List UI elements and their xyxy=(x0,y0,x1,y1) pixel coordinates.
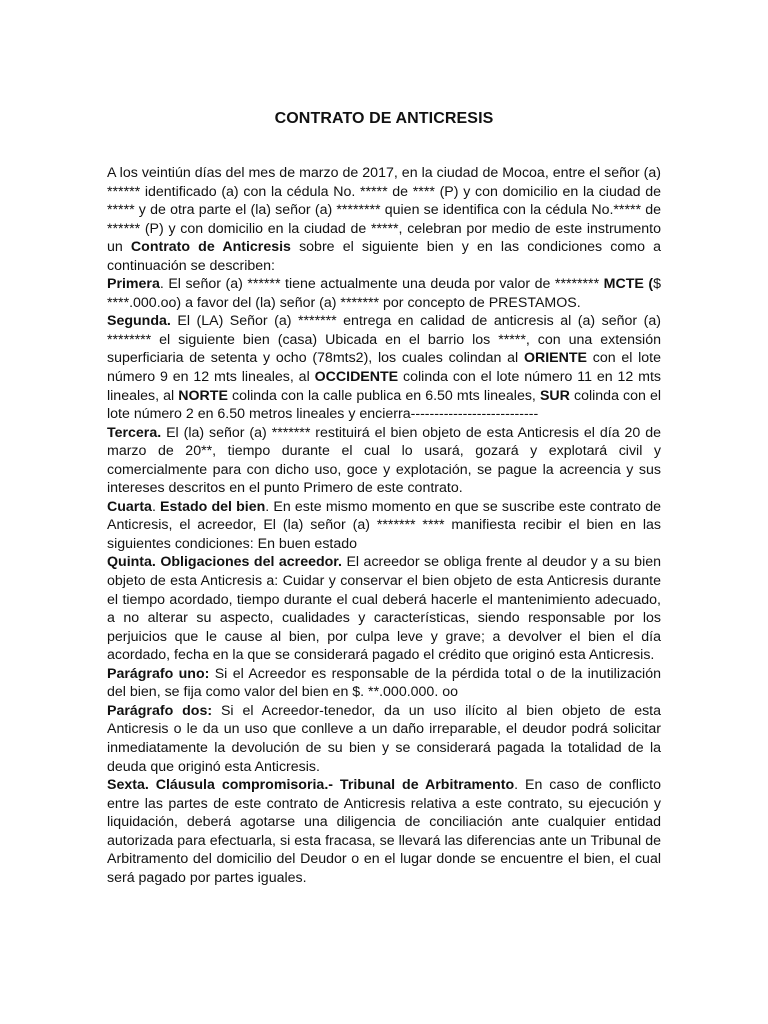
clause-tercera-text: El (la) señor (a) ******* restituirá el bien objeto de esta Anticresis el día 20 de marzo de 20**, tiempo durante el cual lo usará, gozará y explotará civil y comercialmente para con dicho uso, goce y explotación, se pague la acreencia y sus intereses descritos en el punto Primero de este contrato. xyxy=(107,424,661,497)
clause-cuarta-heading: Cuarta xyxy=(107,498,152,515)
clause-cuarta-text: . En este mismo momento en que se suscribe este contrato de Anticresis, el acreedor, El (la) señor (a) ******* **** manifiesta recibir el bien en las siguientes condiciones: En buen estado xyxy=(107,498,661,552)
norte-bold: NORTE xyxy=(178,387,228,404)
estado-del-bien-bold: Estado del bien xyxy=(160,498,266,515)
clause-sexta-text: . En caso de conflicto entre las partes de este contrato de Anticresis relativa a este contrato, su ejecución y liquidación, deberá agotarse una diligencia de conciliación ante cualquier entidad autorizada para efectuarla, si esta fracasa, se llevará las diferencias ante un Tribunal de Arbitramento del domicilio del Deudor o en el lugar donde se encuentre el bien, el cual será pagado por partes iguales. xyxy=(107,777,661,886)
paragrafo-dos xyxy=(107,702,661,776)
occidente-bold: OCCIDENTE xyxy=(314,369,399,386)
paragrafo-dos-text: Si el Acreedor-tenedor, da un uso ilícito al bien objeto de esta Anticresis o le da un uso que conlleve a un daño irreparable, el deudor podrá solicitar inmediatamente la devolución de su bien y se considerará pagada la totalidad de la deuda que originó esta Anticresis. xyxy=(107,702,662,775)
paragrafo-uno-text: Si el Acreedor es responsable de la pérdida total o de la inutilización del bien, se fija como valor del bien en $. **.000.000. oo xyxy=(107,665,661,701)
paragrafo-uno xyxy=(107,665,661,702)
clause-segunda-text-2: con el lote número 9 en 12 mts lineales, al xyxy=(107,350,661,386)
clause-segunda-text-4: colinda con la calle publica en 6.50 mts lineales, xyxy=(227,387,540,404)
intro-text: A los veintiún días del mes de marzo de 2017, en la ciudad de Mocoa, entre el señor (a) ****** identificado (a) con la cédula No. ***** de **** (P) y con domicilio en la ciudad de ***** y de otra parte el (la) señor (a) ******** quien se identifica con la cédula No.***** de ****** (P) y con domicilio en la ciudad de *****, celebran por medio de este instrumento un xyxy=(107,165,661,256)
mcte-bold: MCTE ( xyxy=(603,276,654,293)
clause-primera-text-end: $ ****.000.oo) a favor del (la) señor (a) ******* por concepto de PRESTAMOS. xyxy=(107,276,661,311)
document-body xyxy=(107,164,661,887)
sur-bold: SUR xyxy=(539,387,570,404)
document-title: CONTRATO DE ANTICRESIS xyxy=(274,110,494,127)
contract-name-bold: Contrato de Anticresis xyxy=(130,239,291,256)
clause-quinta-text: El acreedor se obliga frente al deudor y a su bien objeto de esta Anticresis a: Cuidar y conservar el bien objeto de esta Anticresis durante el tiempo acordado, tiempo durante el cual deberá hacerle el mantenimiento adecuado, a no alterar su aspecto, cualidades y características, siendo responsable por los perjuicios que le cause al bien, por culpa leve y grave; a devolver el bien el día acordado, fecha en la que se considerará pagado el crédito que originó esta Anticresis. xyxy=(107,554,661,664)
clause-tercera xyxy=(107,424,661,498)
clause-sexta-heading: Sexta. Cláusula compromisoria.- Tribunal de Arbitramento xyxy=(107,777,515,794)
clause-sexta xyxy=(107,776,661,887)
intro-text-end: sobre el siguiente bien y en las condiciones como a continuación se describen: xyxy=(107,239,661,274)
clause-primera xyxy=(107,275,661,312)
intro-paragraph xyxy=(107,164,661,275)
clause-segunda xyxy=(107,312,661,423)
clause-primera-heading: Primera xyxy=(107,276,160,293)
oriente-bold: ORIENTE xyxy=(523,350,587,367)
clause-quinta xyxy=(107,553,661,664)
clause-segunda-heading: Segunda. xyxy=(107,313,171,330)
paragrafo-dos-heading: Parágrafo dos: xyxy=(107,702,213,719)
clause-cuarta xyxy=(107,498,661,554)
clause-segunda-text-5: colinda con el lote número 2 en 6.50 metros lineales y encierra--------------------------- xyxy=(107,387,662,423)
clause-segunda-text: El (LA) Señor (a) ******* entrega en calidad de anticresis al (a) señor (a) ******** el siguiente bien (casa) Ubicada en el barrio los *****, con una extensión superficiaria de setenta y ocho (78mts2), los cuales colindan al xyxy=(107,313,661,367)
clause-tercera-heading: Tercera. xyxy=(107,424,162,441)
clause-segunda-text-3: colinda con el lote número 11 en 12 mts lineales, al xyxy=(107,369,661,404)
clause-quinta-heading: Quinta. Obligaciones del acreedor. xyxy=(107,554,342,571)
paragrafo-uno-heading: Parágrafo uno: xyxy=(107,665,210,682)
clause-cuarta-sep: . xyxy=(151,498,161,515)
clause-primera-text: . El señor (a) ****** tiene actualmente una deuda por valor de ******** xyxy=(159,276,604,293)
